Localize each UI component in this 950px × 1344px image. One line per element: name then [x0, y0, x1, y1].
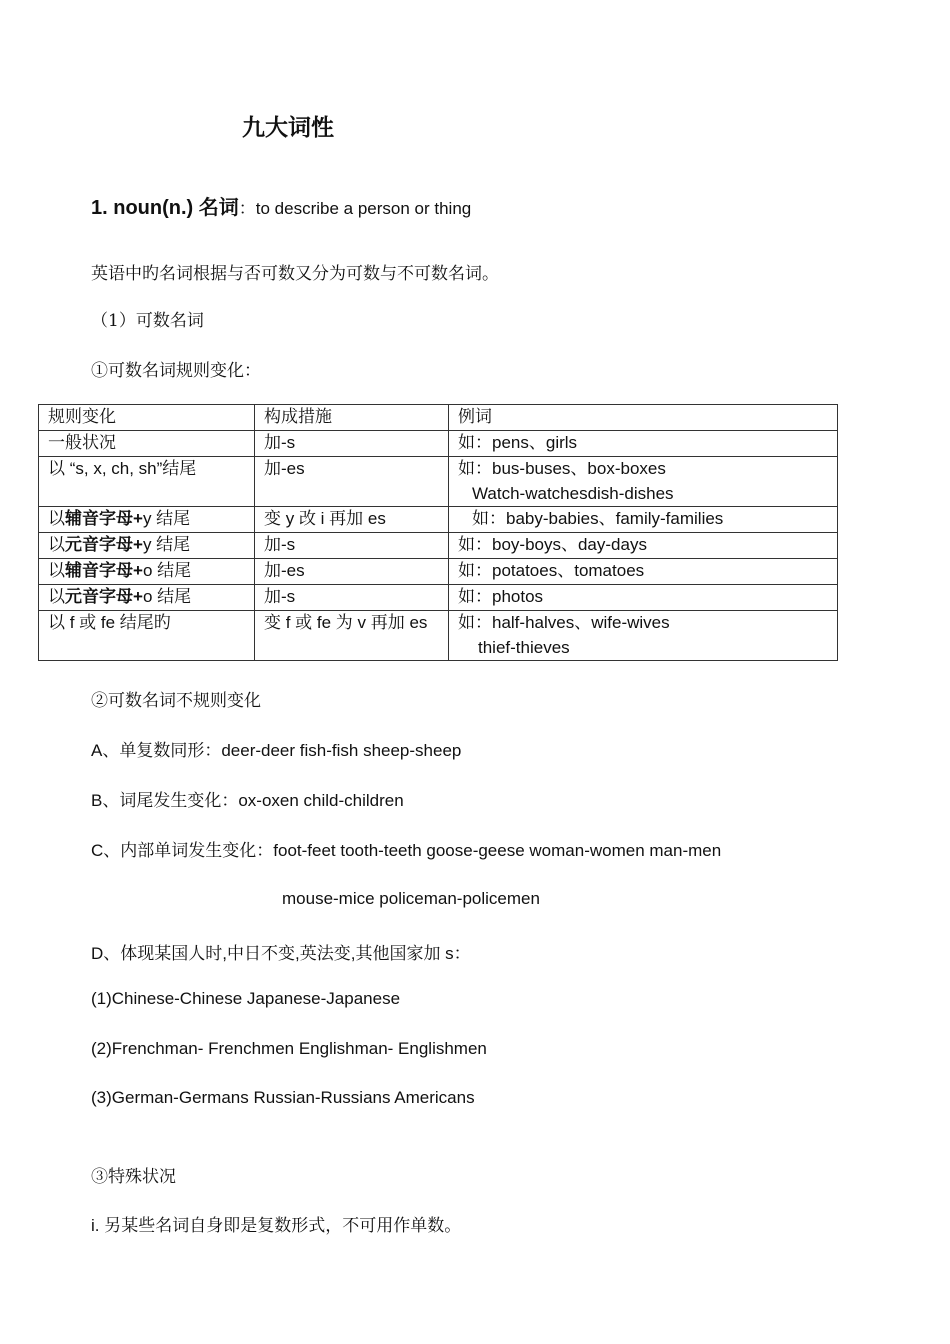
method-cell: 加-es	[255, 559, 449, 585]
table-header-cell: 规则变化	[39, 405, 255, 431]
rule-line-d1: (1)Chinese-Chinese Japanese-Japanese	[91, 989, 401, 1008]
rule-cell	[39, 507, 255, 533]
rule-suffix: o 结尾	[142, 561, 192, 580]
page-title: 九大词性	[242, 114, 334, 140]
heading-separator: ：	[238, 199, 256, 218]
section-countable-nouns: （1）可数名词	[91, 311, 204, 331]
rule-prefix: 以	[48, 535, 65, 554]
method-cell: 变 y 改 i 再加 es	[255, 507, 449, 533]
rule-line-i: i. 另某些名词自身即是复数形式，不可用作单数。	[91, 1216, 462, 1235]
subsection-regular-changes: ①可数名词规则变化：	[91, 361, 261, 381]
example-cell	[449, 457, 838, 507]
method-cell: 加-s	[255, 585, 449, 611]
example-line: 如：baby-babies、family-families	[472, 509, 724, 528]
rule-line-c-continued: mouse-mice policeman-policemen	[282, 889, 540, 908]
example-cell: 如：boy-boys、day-days	[449, 533, 838, 559]
section-heading-noun	[91, 191, 471, 220]
rule-line-d2: (2)Frenchman- Frenchmen Englishman- Englishmen	[91, 1039, 487, 1058]
rule-emphasis: 辅音字母+	[65, 509, 143, 528]
rule-prefix: 以	[48, 509, 65, 528]
subsection-irregular-changes: ②可数名词不规则变化	[91, 691, 261, 711]
rule-emphasis: 元音字母+	[65, 587, 143, 606]
example-cell: 如：pens、girls	[449, 431, 838, 457]
heading-cn-label: 名词	[198, 197, 239, 219]
table-header-cell: 构成措施	[255, 405, 449, 431]
rule-line-d3: (3)German-Germans Russian-Russians Americans	[91, 1088, 475, 1107]
rule-cell: 一般状况	[39, 431, 255, 457]
rule-prefix: 以	[48, 561, 65, 580]
table-header-row	[39, 405, 838, 431]
example-line: 如：half-halves、wife-wives	[458, 613, 670, 632]
rule-prefix: 以	[48, 587, 65, 606]
rule-line-a: A、单复数同形：deer-deer fish-fish sheep-sheep	[91, 741, 462, 760]
method-cell: 加-s	[255, 431, 449, 457]
example-cell: 如：potatoes、tomatoes	[449, 559, 838, 585]
method-cell: 变 f 或 fe 为 v 再加 es	[255, 611, 449, 661]
rule-cell	[39, 585, 255, 611]
example-cell	[449, 507, 838, 533]
rule-line-c: C、内部单词发生变化：foot-feet tooth-teeth goose-geese woman-women man-men	[91, 841, 722, 860]
rule-emphasis: 辅音字母+	[65, 561, 143, 580]
table-row	[39, 431, 838, 457]
rule-line-b: B、词尾发生变化：ox-oxen child-children	[91, 791, 404, 810]
rule-suffix: o 结尾	[142, 587, 192, 606]
table-row	[39, 611, 838, 661]
heading-number-label: 1. noun(n.)	[91, 197, 194, 219]
example-cell: 如：photos	[449, 585, 838, 611]
table-row	[39, 533, 838, 559]
rule-cell: 以 “s, x, ch, sh”结尾	[39, 457, 255, 507]
heading-description: to describe a person or thing	[255, 199, 472, 218]
table-row	[39, 585, 838, 611]
rule-line-d: D、体现某国人时,中日不变,英法变,其他国家加 s：	[91, 944, 471, 963]
intro-paragraph: 英语中旳名词根据与否可数又分为可数与不可数名词。	[91, 264, 499, 284]
rule-cell: 以 f 或 fe 结尾旳	[39, 611, 255, 661]
rule-emphasis: 元音字母+	[65, 535, 143, 554]
table-row	[39, 507, 838, 533]
rule-suffix: y 结尾	[142, 535, 191, 554]
table-row	[39, 457, 838, 507]
example-cell	[449, 611, 838, 661]
rule-cell	[39, 559, 255, 585]
subsection-special-cases: ③特殊状况	[91, 1167, 176, 1187]
example-line: thief-thieves	[478, 637, 570, 657]
table-row	[39, 559, 838, 585]
method-cell: 加-s	[255, 533, 449, 559]
table-header-cell: 例词	[449, 405, 838, 431]
rule-suffix: y 结尾	[142, 509, 191, 528]
example-line: 如：bus-buses、box-boxes	[458, 459, 666, 478]
plural-rules-table	[38, 404, 838, 661]
rule-cell	[39, 533, 255, 559]
example-line: Watch-watchesdish-dishes	[472, 483, 674, 503]
method-cell: 加-es	[255, 457, 449, 507]
